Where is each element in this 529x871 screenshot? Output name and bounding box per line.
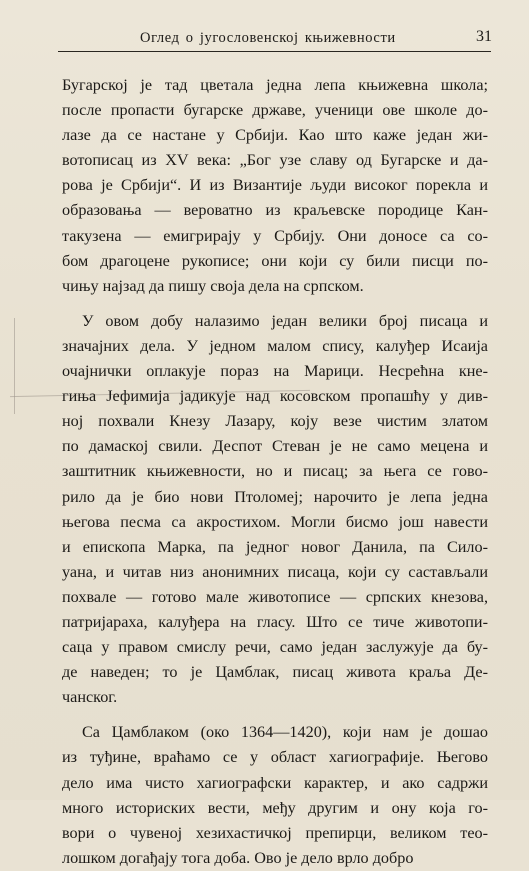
text-line: његова песма са акростихом. Могли бисмо још навести <box>62 512 488 531</box>
text-line: после пропасти бугарске државе, ученици ове школе до- <box>62 101 488 120</box>
text-line: У овом добу налазимо један велики број писаца и <box>82 311 488 330</box>
text-line: патријараха, калуђера на гласу. Што се тиче животопи- <box>62 612 488 631</box>
text-line: такузена — емигрирају у Србију. Они доносе са со- <box>62 226 488 245</box>
body-text <box>62 73 488 871</box>
text-line: образовања — вероватно из краљевске породице Кан- <box>62 201 488 220</box>
text-line: лазе да се настане у Србији. Као што каже један жи- <box>62 126 488 145</box>
text-line: уана, и читав низ анонимних писаца, који су састављали <box>62 562 488 581</box>
text-line: похвале — готово мале животописе — српских кнезова, <box>62 587 488 606</box>
text-line: саца у правом смислу речи, само један заслужује да бу- <box>62 638 488 657</box>
header-rule <box>58 51 491 52</box>
text-line: рова је Србији“. И из Византије људи високог порекла и <box>62 176 488 195</box>
text-line: де наведен; то је Цамблак, писац живота краља Де- <box>62 663 488 682</box>
text-line: заштитник књижевности, но и писац; за њега се гово- <box>62 462 488 481</box>
header-title: Оглед о југословенској књижевности <box>140 30 396 46</box>
text-line: и епископа Марка, па једног новог Данила, па Сило- <box>62 537 488 556</box>
text-line: много историских вести, међу другим и ону која го- <box>62 798 488 817</box>
text-line: бом драгоцене рукописе; они који су били писци по- <box>62 251 488 270</box>
text-line: Бугарској је тад цветала једна лепа књижевна школа; <box>62 76 488 94</box>
paragraph-gap <box>62 299 488 309</box>
paragraph <box>62 309 488 711</box>
text-line: рило да је био нови Птоломеј; нарочито је лепа једна <box>62 487 488 506</box>
paragraph-gap <box>62 710 488 720</box>
paragraph <box>62 720 488 871</box>
page-number: 31 <box>476 28 492 45</box>
text-line: вори о чувеној хезихастичкој препирци, великом тео- <box>62 823 488 842</box>
text-line: ној похвали Кнезу Лазару, коју везе чистим златом <box>62 412 488 431</box>
text-line: чињу најзад да пишу своја дела на српском. <box>62 276 364 295</box>
text-line: значајних дела. У једном малом спису, калуђер Исаија <box>62 336 488 355</box>
text-line: очајнички оплакује пораз на Марици. Несрећна кне- <box>62 362 488 381</box>
paragraph <box>62 73 488 299</box>
pencil-mark-margin <box>14 318 15 414</box>
text-line: дело има чисто хагиографски карактер, и ако садржи <box>62 773 488 792</box>
text-line: вотописац из XV века: „Бог узе славу од Бугарске и да- <box>62 151 488 170</box>
text-line: из туђине, враћамо се у област хагиографије. Његово <box>62 748 488 767</box>
text-line: чанског. <box>62 688 118 707</box>
text-line: Са Цамблаком (око 1364—1420), који нам је дошао <box>82 723 488 742</box>
text-line: гиња Јефимија јадикује над косовском пропашћу у див- <box>62 387 488 406</box>
text-line: по дамаској свили. Деспот Стеван је не само мецена и <box>62 437 488 456</box>
text-line: лошком догађају тога доба. Ово је дело врло добро <box>62 848 414 867</box>
running-header <box>60 28 492 50</box>
